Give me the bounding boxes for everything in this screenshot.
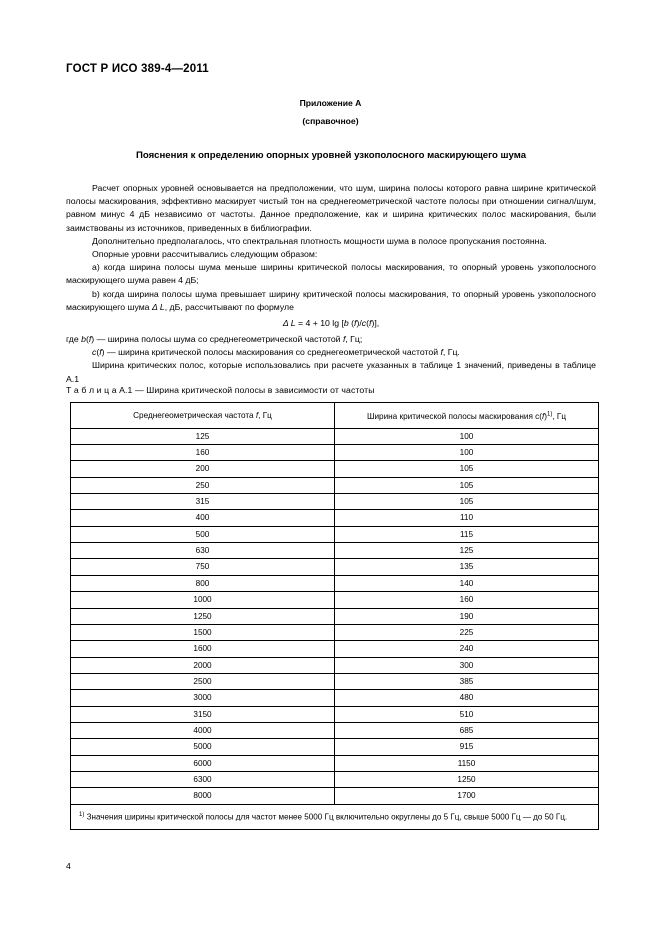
definition-c: c(f) — ширина критической полосы маскирования со среднегеометрической частотой f, Гц. bbox=[92, 347, 460, 358]
table-row bbox=[71, 543, 599, 559]
definition-intro: где bbox=[66, 334, 79, 344]
cell-frequency: 800 bbox=[71, 575, 335, 591]
definition-b-text: b(f) — ширина полосы шума со среднегеометрической частотой f, Гц; bbox=[81, 334, 363, 344]
table-row bbox=[71, 428, 599, 444]
cell-bandwidth: 480 bbox=[335, 690, 599, 706]
cell-bandwidth: 100 bbox=[335, 428, 599, 444]
paragraph-calc-intro: Опорные уровни рассчитывались следующим образом: bbox=[92, 249, 318, 260]
cell-bandwidth: 915 bbox=[335, 739, 599, 755]
cell-bandwidth: 240 bbox=[335, 641, 599, 657]
cell-bandwidth: 300 bbox=[335, 657, 599, 673]
table-row bbox=[71, 673, 599, 689]
table-row bbox=[71, 624, 599, 640]
cell-frequency: 315 bbox=[71, 494, 335, 510]
table-row bbox=[71, 526, 599, 542]
cell-bandwidth: 1150 bbox=[335, 755, 599, 771]
cell-frequency: 1250 bbox=[71, 608, 335, 624]
cell-frequency: 5000 bbox=[71, 739, 335, 755]
cell-frequency: 8000 bbox=[71, 788, 335, 804]
cell-bandwidth: 385 bbox=[335, 673, 599, 689]
table-row bbox=[71, 722, 599, 738]
critical-band-table bbox=[70, 402, 599, 830]
cell-frequency: 500 bbox=[71, 526, 335, 542]
table-row bbox=[71, 477, 599, 493]
table-row bbox=[71, 494, 599, 510]
cell-bandwidth: 105 bbox=[335, 494, 599, 510]
table-row bbox=[71, 608, 599, 624]
paragraph-spectral-density: Дополнительно предполагалось, что спектральная плотность мощности шума в полосе пропускания постоянна. bbox=[92, 235, 547, 246]
cell-bandwidth: 125 bbox=[335, 543, 599, 559]
formula-delta-l: Δ L = 4 + 10 lg [b (f)/c(f)], bbox=[282, 318, 380, 329]
cell-frequency: 3000 bbox=[71, 690, 335, 706]
list-item-b: b) когда ширина полосы шума превышает ширину критической полосы маскирования, то опорный уровень узкополосного маскирующего шума Δ L, дБ, рассчитывают по формуле bbox=[66, 288, 596, 312]
cell-frequency: 3150 bbox=[71, 706, 335, 722]
cell-frequency: 2500 bbox=[71, 673, 335, 689]
paragraph-assumption: Расчет опорных уровней основывается на предположении, что шум, ширина полосы которого равна ширине критической полосы маскирования, эффективно маскирует чистый тон на среднегеометрической частоте полосы при отношении сигнал/шум, равном минус 4 дБ независимо от частоты. Данное предположение, как и ширина критических полос маскирования, были заимствованы из источников, приведенных в библиографии. bbox=[66, 183, 596, 233]
table-row bbox=[71, 575, 599, 591]
cell-bandwidth: 510 bbox=[335, 706, 599, 722]
table-row bbox=[71, 755, 599, 771]
cell-frequency: 125 bbox=[71, 428, 335, 444]
table-row bbox=[71, 657, 599, 673]
column-header-frequency-label: Среднегеометрическая частота f, Гц bbox=[133, 410, 272, 420]
cell-frequency: 1000 bbox=[71, 592, 335, 608]
table-head bbox=[71, 403, 599, 429]
cell-frequency: 250 bbox=[71, 477, 335, 493]
table-row bbox=[71, 739, 599, 755]
table-row bbox=[71, 771, 599, 787]
table-caption: Т а б л и ц а А.1 — Ширина критической полосы в зависимости от частоты bbox=[66, 385, 375, 395]
cell-frequency: 6000 bbox=[71, 755, 335, 771]
cell-bandwidth: 160 bbox=[335, 592, 599, 608]
formula-definitions bbox=[66, 333, 596, 386]
table-body bbox=[71, 428, 599, 829]
column-header-bandwidth-label: Ширина критической полосы маскирования c(f)$^{1)}$, Гц bbox=[366, 411, 567, 421]
cell-bandwidth: 105 bbox=[335, 477, 599, 493]
cell-bandwidth: 110 bbox=[335, 510, 599, 526]
cell-frequency: 1500 bbox=[71, 624, 335, 640]
cell-frequency: 6300 bbox=[71, 771, 335, 787]
cell-frequency: 2000 bbox=[71, 657, 335, 673]
body-text bbox=[66, 182, 596, 333]
table-row bbox=[71, 461, 599, 477]
table-row bbox=[71, 706, 599, 722]
cell-bandwidth: 685 bbox=[335, 722, 599, 738]
cell-bandwidth: 140 bbox=[335, 575, 599, 591]
table-row bbox=[71, 592, 599, 608]
definition-b bbox=[66, 333, 596, 346]
cell-bandwidth: 1250 bbox=[335, 771, 599, 787]
column-header-frequency bbox=[71, 403, 335, 429]
table-row bbox=[71, 641, 599, 657]
document-header: ГОСТ Р ИСО 389-4—2011 bbox=[66, 63, 209, 75]
table-container bbox=[70, 402, 596, 830]
table-header-row bbox=[71, 403, 599, 429]
annex-kind: (справочное) bbox=[302, 116, 359, 126]
table-row bbox=[71, 690, 599, 706]
cell-frequency: 200 bbox=[71, 461, 335, 477]
paragraph-table-reference: Ширина критических полос, которые использовались при расчете указанных в таблице 1 значений, приведены в таблице А.1 bbox=[66, 360, 596, 384]
cell-frequency: 750 bbox=[71, 559, 335, 575]
cell-bandwidth: 190 bbox=[335, 608, 599, 624]
page-number: 4 bbox=[66, 861, 71, 871]
cell-frequency: 1600 bbox=[71, 641, 335, 657]
cell-bandwidth: 225 bbox=[335, 624, 599, 640]
table-footnote: $^{1)}$ Значения ширины критической полосы для частот менее 5000 Гц включительно округлены до 5 Гц, свыше 5000 Гц — до 50 Гц. bbox=[71, 804, 599, 829]
cell-frequency: 160 bbox=[71, 445, 335, 461]
list-item-a: a) когда ширина полосы шума меньше ширины критической полосы маскирования, то опорный уровень узкополосного маскирующего шума равен 4 дБ; bbox=[66, 262, 596, 286]
cell-frequency: 630 bbox=[71, 543, 335, 559]
table-row bbox=[71, 559, 599, 575]
cell-frequency: 4000 bbox=[71, 722, 335, 738]
annex-title: Пояснения к определению опорных уровней узкополосного маскирующего шума bbox=[135, 150, 527, 161]
column-header-bandwidth bbox=[335, 403, 599, 429]
cell-bandwidth: 105 bbox=[335, 461, 599, 477]
cell-bandwidth: 115 bbox=[335, 526, 599, 542]
cell-bandwidth: 100 bbox=[335, 445, 599, 461]
annex-label: Приложение А bbox=[299, 98, 362, 108]
cell-bandwidth: 1700 bbox=[335, 788, 599, 804]
table-footnote-row bbox=[71, 804, 599, 829]
table-row bbox=[71, 510, 599, 526]
table-row bbox=[71, 788, 599, 804]
cell-frequency: 400 bbox=[71, 510, 335, 526]
cell-bandwidth: 135 bbox=[335, 559, 599, 575]
table-row bbox=[71, 445, 599, 461]
